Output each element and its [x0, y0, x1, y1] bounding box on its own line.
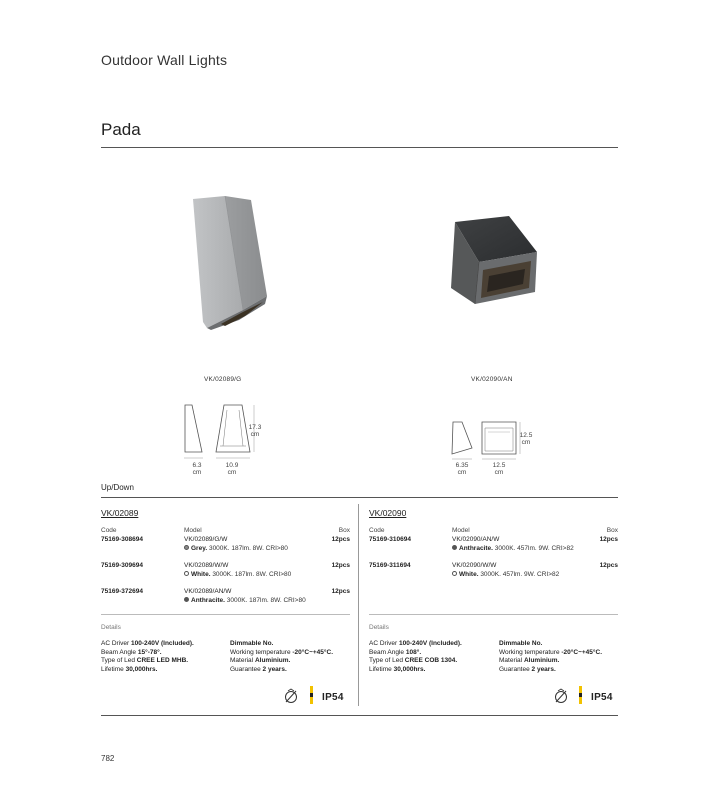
model-heading: VK/02090	[369, 508, 407, 518]
finish-name: Grey.	[191, 544, 208, 552]
light-spec: 3000K. 457lm. 9W. CRI>82	[480, 570, 560, 578]
row-model	[452, 562, 578, 579]
header-box: Box	[338, 527, 350, 534]
color-swatch	[184, 545, 189, 550]
row-model	[184, 536, 310, 553]
dimension-depth: 6.3 cm	[192, 462, 202, 476]
divider	[101, 497, 618, 498]
color-swatch	[184, 571, 189, 576]
row-code: 75169-311694	[369, 562, 411, 569]
section-label: Up/Down	[101, 483, 134, 492]
model-number: VK/02089/AN/W	[184, 588, 232, 595]
product-image-vk02089	[185, 192, 275, 332]
row-box: 12pcs	[331, 562, 350, 569]
finish-spec	[184, 545, 310, 554]
model-number: VK/02089/G/W	[184, 536, 228, 543]
ip-rating: IP54	[591, 692, 613, 703]
model-heading: VK/02089	[101, 508, 139, 518]
header-box: Box	[606, 527, 618, 534]
details-label: Details	[369, 624, 389, 631]
product-caption: VK/02089/G	[204, 376, 242, 383]
row-box: 12pcs	[331, 536, 350, 543]
finish-name: Anthracite.	[459, 544, 493, 552]
row-code: 75169-308694	[101, 536, 143, 543]
light-spec: 3000K. 187lm. 8W. CRI>80	[212, 570, 292, 578]
table-row	[101, 536, 350, 553]
divider	[369, 614, 618, 615]
row-model	[452, 536, 578, 553]
row-model	[184, 562, 310, 579]
finish-spec	[452, 545, 578, 554]
dimension-height: 12.5 cm	[519, 432, 533, 446]
divider	[101, 614, 350, 615]
dimension-width: 10.9 cm	[225, 462, 239, 476]
details-right-col1: AC Driver 100-240V (Included). Beam Angle 108°. Type of Led CREE COB 1304. Lifetime 30,000hrs.	[369, 640, 462, 673]
not-dimmable-icon	[553, 688, 569, 704]
header-code: Code	[101, 527, 117, 534]
page-number: 782	[101, 754, 115, 763]
details-right-col2: Dimmable No. Working temperature -20°C~+45°C. Material Aluminium. Guarantee 2 years.	[499, 640, 602, 673]
row-box: 12pcs	[599, 562, 618, 569]
product-caption: VK/02090/AN	[471, 376, 513, 383]
row-box: 12pcs	[599, 536, 618, 543]
led-up-down-icon	[308, 686, 316, 704]
model-number: VK/02089/W/W	[184, 562, 229, 569]
spec-table-vk02090	[369, 508, 618, 588]
table-header	[369, 527, 618, 534]
product-image-vk02090	[445, 214, 545, 314]
category-title: Outdoor Wall Lights	[101, 52, 228, 68]
color-swatch	[184, 597, 189, 602]
header-model: Model	[184, 527, 202, 534]
row-code: 75169-310694	[369, 536, 411, 543]
details-label: Details	[101, 624, 121, 631]
product-title: Pada	[101, 120, 141, 139]
row-box: 12pcs	[331, 588, 350, 595]
ip-rating: IP54	[322, 692, 344, 703]
details-left-col2: Dimmable No. Working temperature -20°C~+45°C. Material Aluminium. Guarantee 2 years.	[230, 640, 333, 673]
color-swatch	[452, 571, 457, 576]
column-divider	[358, 504, 359, 706]
dimension-height: 17.3 cm	[248, 424, 262, 438]
model-number: VK/02090/W/W	[452, 562, 497, 569]
header-model: Model	[452, 527, 470, 534]
header-code: Code	[369, 527, 385, 534]
finish-name: White.	[191, 570, 211, 578]
not-dimmable-icon	[283, 688, 299, 704]
color-swatch	[452, 545, 457, 550]
dimension-width: 12.5 cm	[492, 462, 506, 476]
table-header	[101, 527, 350, 534]
spec-table-vk02089	[101, 508, 350, 614]
table-row	[101, 562, 350, 579]
finish-spec	[184, 571, 310, 580]
divider	[101, 147, 618, 148]
row-code: 75169-309694	[101, 562, 143, 569]
finish-spec	[184, 597, 310, 606]
finish-name: White.	[459, 570, 479, 578]
light-spec: 3000K. 457lm. 9W. CRI>82	[494, 544, 574, 552]
led-up-down-icon	[577, 686, 585, 704]
row-code: 75169-372694	[101, 588, 143, 595]
table-row	[101, 588, 350, 605]
light-spec: 3000K. 187lm. 8W. CRI>80	[208, 544, 288, 552]
light-spec: 3000K. 187lm. 8W. CRI>80	[226, 596, 306, 604]
details-left-col1: AC Driver 100-240V (Included). Beam Angle 15°-78°. Type of Led CREE LED MHB. Lifetime 30,000hrs.	[101, 640, 194, 673]
model-number: VK/02090/AN/W	[452, 536, 500, 543]
row-model	[184, 588, 310, 605]
table-row	[369, 562, 618, 579]
finish-spec	[452, 571, 578, 580]
table-row	[369, 536, 618, 553]
finish-name: Anthracite.	[191, 596, 225, 604]
divider	[101, 715, 618, 716]
dimension-depth: 6.35 cm	[455, 462, 469, 476]
